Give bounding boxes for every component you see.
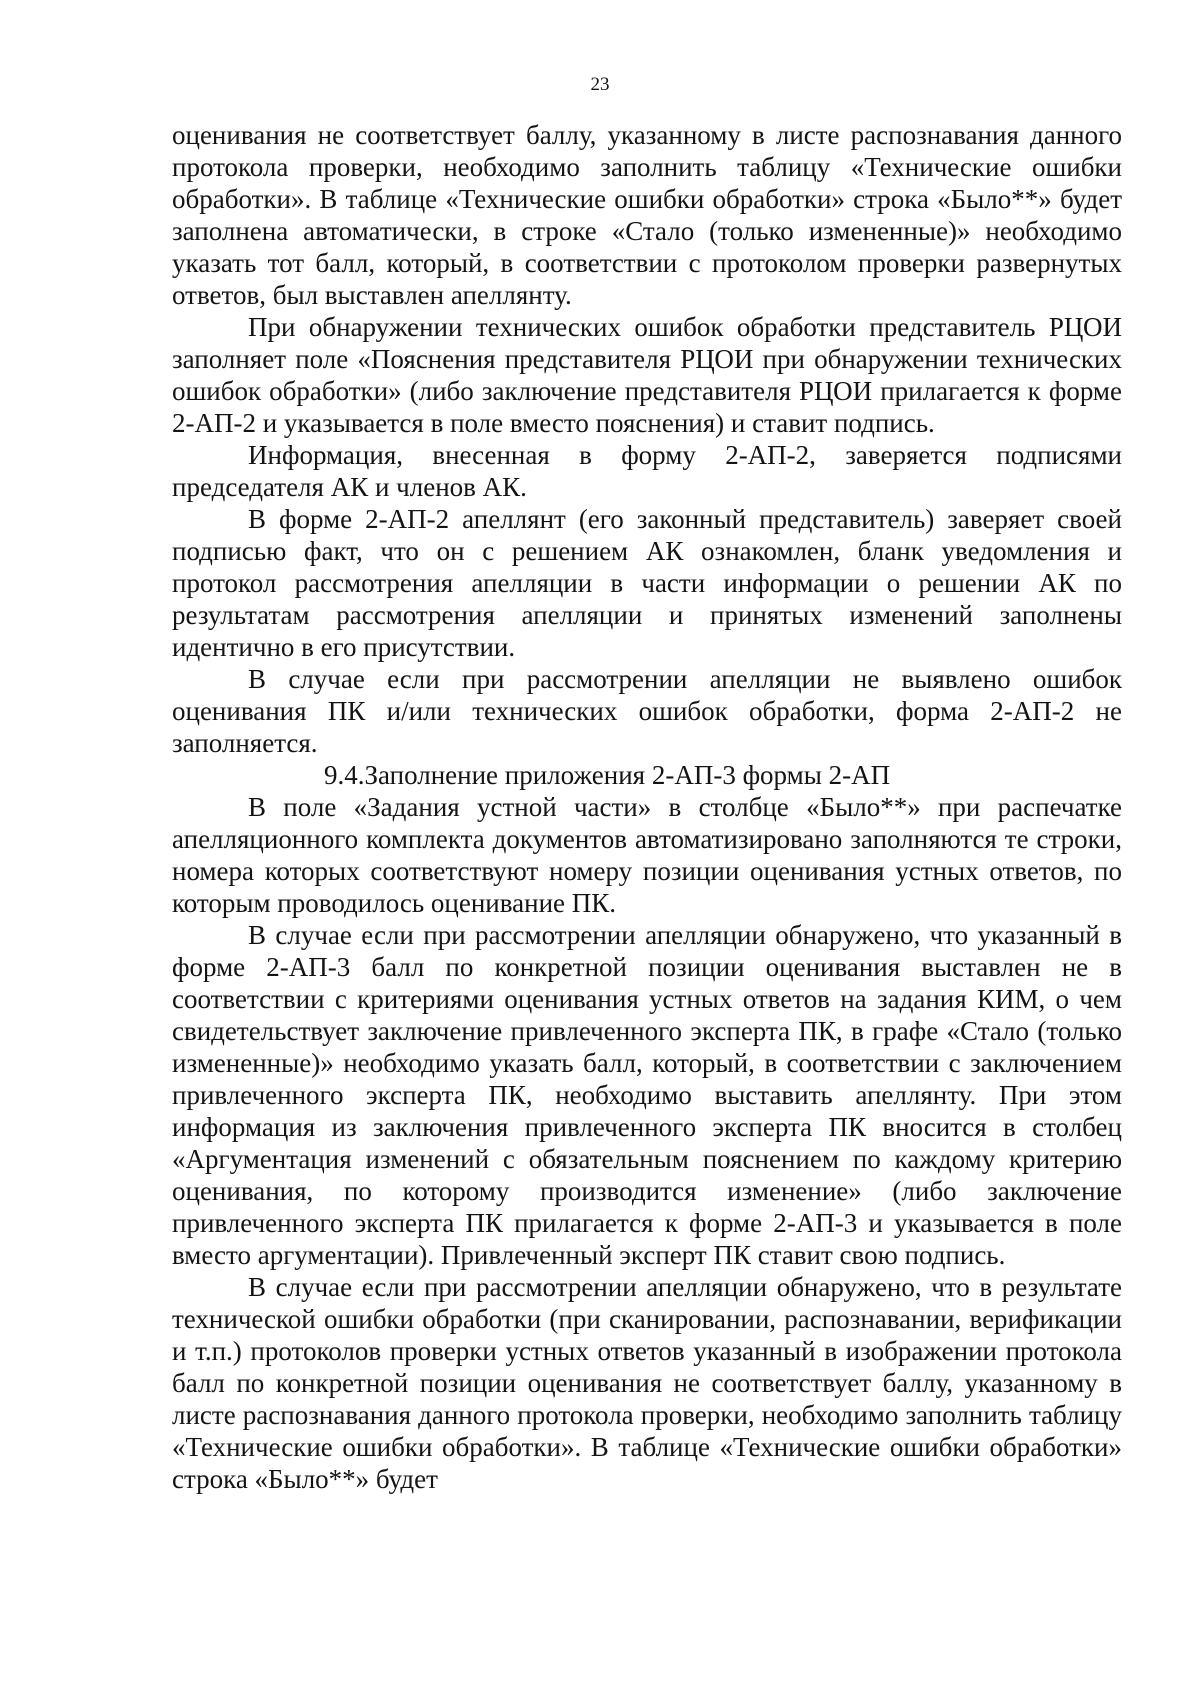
section-title: Заполнение приложения 2-АП-3 формы 2-АП (364, 760, 891, 790)
paragraph-expert-conclusion: В случае если при рассмотрении апелляции обнаружено, что указанный в форме 2-АП-3 балл по конкретной позиции оценивания выставлен не в соответствии с критериями оценивания устных ответов на задания КИМ, о чем свидетельствует заключение привлеченного эксперта ПК, в графе «Стало (только измененные)» необходимо указать балл, который, в соответствии с заключением привлеченного эксперта ПК, необходимо выставить апеллянту. При этом информация из заключения привлеченного эксперта ПК вносится в столбец «Аргументация изменений с обязательным пояснением по каждому критерию оценивания, по которому производится изменение» (либо заключение привлеченного эксперта ПК прилагается к форме 2-АП-3 и указывается в поле вместо аргументации). Привлеченный эксперт ПК ставит свою подпись. (172, 920, 1122, 1270)
paragraph-technical-error: В случае если при рассмотрении апелляции обнаружено, что в результате технической ошибки обработки (при сканировании, распознавании, верификации и т.п.) протоколов проверки устных ответов указанный в изображении протокола балл по конкретной позиции оценивания не соответствует баллу, указанному в листе распознавания данного протокола проверки, необходимо заполнить таблицу «Технические ошибки обработки». В таблице «Технические ошибки обработки» строка «Было**» будет (172, 1272, 1122, 1494)
section-heading (172, 759, 1122, 791)
section-number: 9.4. (324, 760, 365, 790)
paragraph-oral-tasks-field: В поле «Задания устной части» в столбце «Было**» при распечатке апелляционного комплекта документов автоматизировано заполняются те строки, номера которых соответствуют номеру позиции оценивания устных ответов, по которым проводилось оценивание ПК. (172, 792, 1122, 918)
paragraph-no-errors: В случае если при рассмотрении апелляции не выявлено ошибок оценивания ПК и/или технических ошибок обработки, форма 2-АП-2 не заполняется. (172, 664, 1122, 758)
paragraph-signatures: Информация, внесенная в форму 2-АП-2, заверяется подписями председателя АК и членов АК. (172, 440, 1122, 502)
paragraph-rcoi-explanation: При обнаружении технических ошибок обработки представитель РЦОИ заполняет поле «Пояснения представителя РЦОИ при обнаружении технических ошибок обработки» (либо заключение представителя РЦОИ прилагается к форме 2-АП-2 и указывается в поле вместо пояснения) и ставит подпись. (172, 312, 1122, 438)
page-number: 23 (590, 74, 610, 95)
paragraph-continuation: оценивания не соответствует баллу, указанному в листе распознавания данного протокола проверки, необходимо заполнить таблицу «Технические ошибки обработки». В таблице «Технические ошибки обработки» строка «Было**» будет заполнена автоматически, в строке «Стало (только измененные)» необходимо указать тот балл, который, в соответствии с протоколом проверки развернутых ответов, был выставлен апеллянту. (172, 120, 1122, 310)
document-body (172, 119, 1122, 1495)
paragraph-appellant-confirmation: В форме 2-АП-2 апеллянт (его законный представитель) заверяет своей подписью факт, что он с решением АК ознакомлен, бланк уведомления и протокол рассмотрения апелляции в части информации о решении АК по результатам рассмотрения апелляции и принятых изменений заполнены идентично в его присутствии. (172, 504, 1122, 662)
